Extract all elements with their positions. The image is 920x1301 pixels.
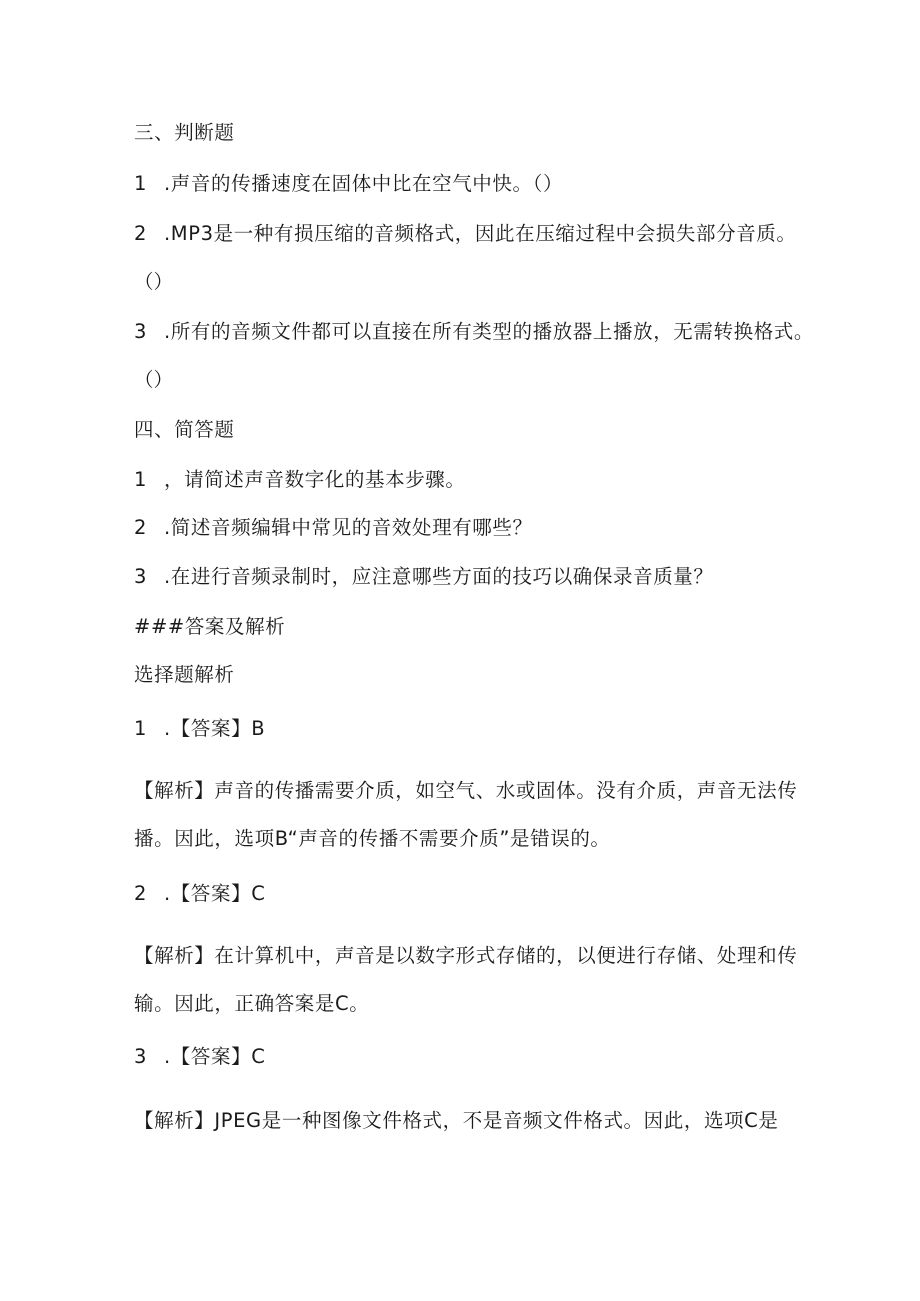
answer-text: .【答案】C bbox=[164, 1045, 266, 1068]
item-text: .所有的音频文件都可以直接在所有类型的播放器上播放，无需转换格式。 bbox=[164, 320, 814, 343]
short-answer-item bbox=[134, 563, 714, 591]
analysis-text: 【解析】在计算机中，声音是以数字形式存储的，以便进行存储、处理和传 bbox=[134, 944, 798, 967]
item-number: 3 bbox=[134, 1045, 148, 1068]
analysis-text: 播。因此，选项B“声音的传播不需要介质”是错误的。 bbox=[134, 827, 611, 850]
answers-heading: ###答案及解析 bbox=[134, 615, 286, 638]
answer-item bbox=[134, 1043, 265, 1071]
analysis-text: 【解析】JPEG是一种图像文件格式，不是音频文件格式。因此，选项C是 bbox=[134, 1109, 779, 1132]
section-heading-judgement: 三、判断题 bbox=[134, 121, 235, 144]
item-number: 3 bbox=[134, 565, 148, 588]
item-text: .在进行音频录制时，应注意哪些方面的技巧以确保录音质量？ bbox=[164, 565, 714, 588]
item-text: .简述音频编辑中常见的音效处理有哪些？ bbox=[164, 516, 533, 539]
item-text: .声音的传播速度在固体中比在空气中快。（） bbox=[164, 172, 564, 195]
judgement-item-continuation: （） bbox=[134, 270, 174, 293]
answer-text: .【答案】B bbox=[164, 717, 266, 740]
judgement-item bbox=[134, 170, 563, 198]
item-text: ，请简述声音数字化的基本步骤。 bbox=[164, 468, 466, 491]
item-number: 2 bbox=[134, 882, 148, 905]
judgement-item bbox=[134, 220, 797, 248]
short-answer-item bbox=[134, 514, 533, 542]
analysis-text: 【解析】声音的传播需要介质，如空气、水或固体。没有介质，声音无法传 bbox=[134, 779, 798, 802]
answer-item bbox=[134, 880, 265, 908]
judgement-item bbox=[134, 318, 814, 346]
item-number: 3 bbox=[134, 320, 148, 343]
item-text: .MP3是一种有损压缩的音频格式，因此在压缩过程中会损失部分音质。 bbox=[164, 222, 797, 245]
item-number: 1 bbox=[134, 468, 148, 491]
judgement-item-continuation: （） bbox=[134, 368, 174, 391]
item-number: 1 bbox=[134, 717, 148, 740]
item-number: 2 bbox=[134, 222, 148, 245]
answer-text: .【答案】C bbox=[164, 882, 266, 905]
answers-subheading: 选择题解析 bbox=[134, 663, 235, 686]
item-number: 2 bbox=[134, 516, 148, 539]
item-number: 1 bbox=[134, 172, 148, 195]
short-answer-item bbox=[134, 466, 466, 494]
analysis-text: 输。因此，正确答案是C。 bbox=[134, 992, 370, 1015]
section-heading-short-answer: 四、简答题 bbox=[134, 418, 235, 441]
answer-item bbox=[134, 715, 265, 743]
